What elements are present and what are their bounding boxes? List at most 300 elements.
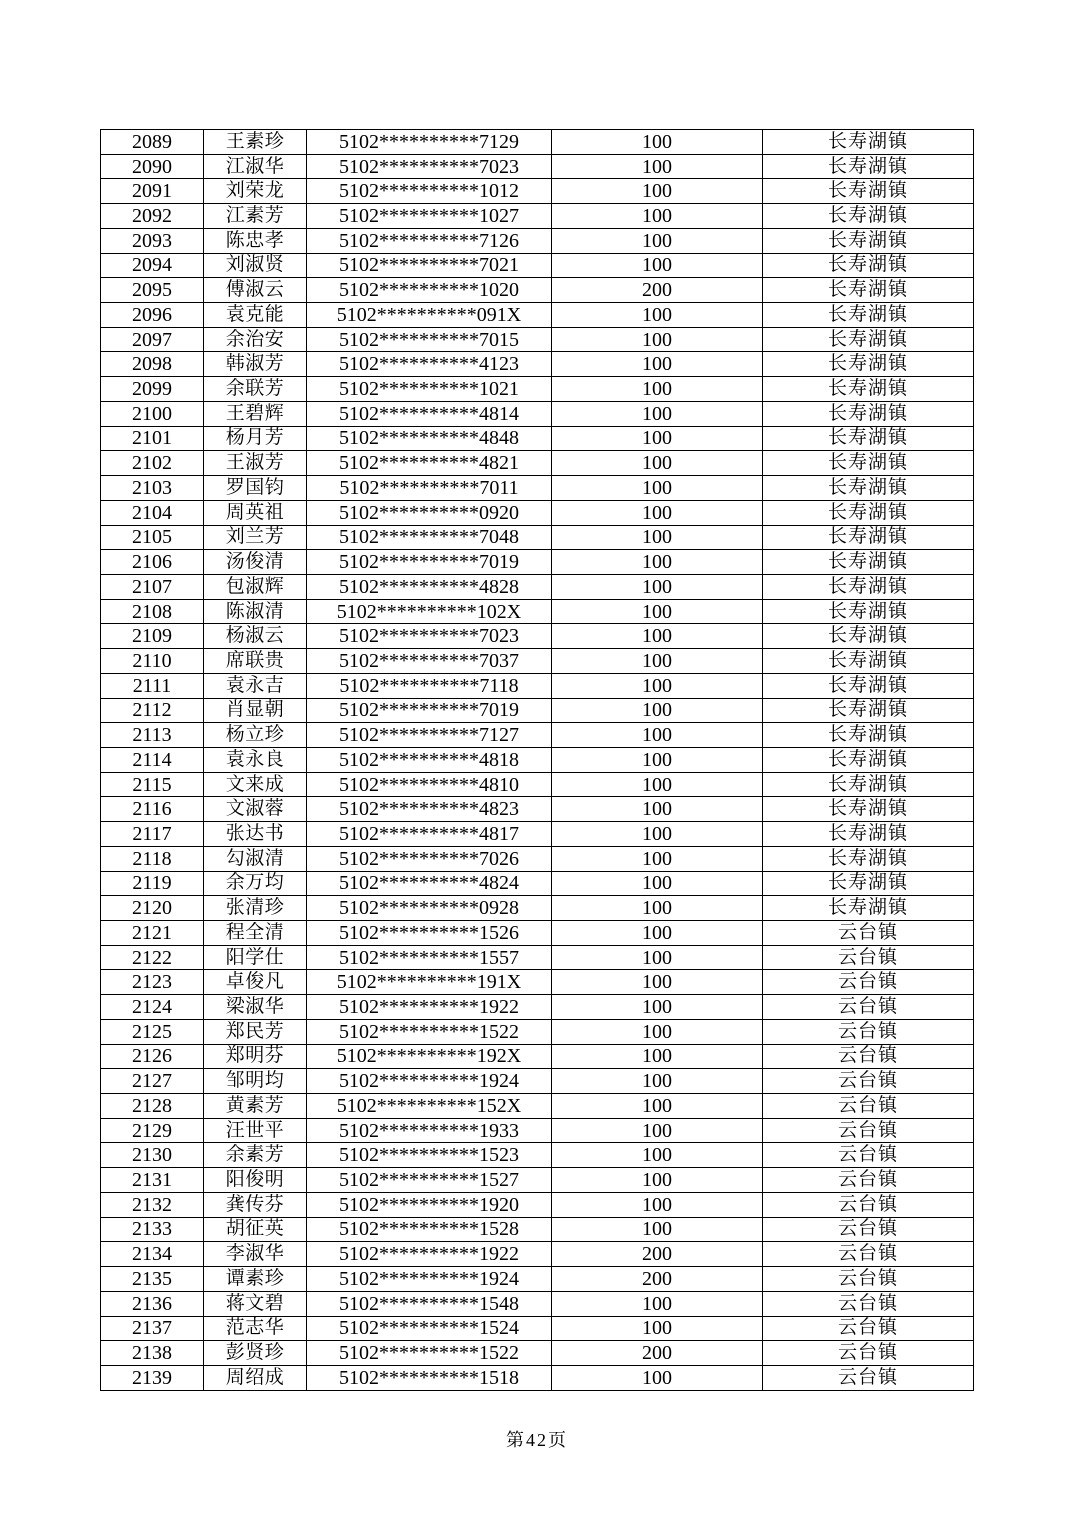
town-cell: 云台镇 xyxy=(763,1365,974,1390)
town-cell: 长寿湖镇 xyxy=(763,476,974,501)
name-cell: 卓俊凡 xyxy=(204,970,307,995)
table-row xyxy=(101,797,974,822)
id-number-cell: 5102**********4814 xyxy=(307,401,552,426)
name-cell: 谭素珍 xyxy=(204,1267,307,1292)
row-number-cell: 2123 xyxy=(101,970,204,995)
amount-cell: 100 xyxy=(552,204,763,229)
row-number-cell: 2102 xyxy=(101,451,204,476)
table-row xyxy=(101,179,974,204)
name-cell: 蒋文碧 xyxy=(204,1291,307,1316)
name-cell: 席联贵 xyxy=(204,649,307,674)
amount-cell: 100 xyxy=(552,327,763,352)
name-cell: 勾淑清 xyxy=(204,846,307,871)
row-number-cell: 2093 xyxy=(101,228,204,253)
row-number-cell: 2106 xyxy=(101,550,204,575)
table-row xyxy=(101,921,974,946)
name-cell: 周英祖 xyxy=(204,500,307,525)
town-cell: 云台镇 xyxy=(763,1291,974,1316)
name-cell: 余素芳 xyxy=(204,1143,307,1168)
town-cell: 长寿湖镇 xyxy=(763,673,974,698)
amount-cell: 100 xyxy=(552,550,763,575)
row-number-cell: 2092 xyxy=(101,204,204,229)
amount-cell: 100 xyxy=(552,1192,763,1217)
table-row xyxy=(101,1217,974,1242)
town-cell: 云台镇 xyxy=(763,921,974,946)
id-number-cell: 5102**********1557 xyxy=(307,945,552,970)
town-cell: 长寿湖镇 xyxy=(763,303,974,328)
amount-cell: 100 xyxy=(552,772,763,797)
town-cell: 云台镇 xyxy=(763,1094,974,1119)
amount-cell: 100 xyxy=(552,896,763,921)
row-number-cell: 2120 xyxy=(101,896,204,921)
row-number-cell: 2095 xyxy=(101,278,204,303)
id-number-cell: 5102**********7118 xyxy=(307,673,552,698)
table-row xyxy=(101,377,974,402)
amount-cell: 100 xyxy=(552,747,763,772)
amount-cell: 100 xyxy=(552,500,763,525)
amount-cell: 100 xyxy=(552,574,763,599)
id-number-cell: 5102**********7126 xyxy=(307,228,552,253)
town-cell: 云台镇 xyxy=(763,1267,974,1292)
row-number-cell: 2112 xyxy=(101,698,204,723)
row-number-cell: 2107 xyxy=(101,574,204,599)
town-cell: 长寿湖镇 xyxy=(763,204,974,229)
name-cell: 刘兰芳 xyxy=(204,525,307,550)
amount-cell: 100 xyxy=(552,970,763,995)
town-cell: 长寿湖镇 xyxy=(763,772,974,797)
id-number-cell: 5102**********4824 xyxy=(307,871,552,896)
table-row xyxy=(101,1291,974,1316)
amount-cell: 100 xyxy=(552,822,763,847)
town-cell: 云台镇 xyxy=(763,1168,974,1193)
name-cell: 胡征英 xyxy=(204,1217,307,1242)
name-cell: 包淑辉 xyxy=(204,574,307,599)
id-number-cell: 5102**********1522 xyxy=(307,1341,552,1366)
amount-cell: 100 xyxy=(552,797,763,822)
table-body xyxy=(101,130,974,1391)
row-number-cell: 2091 xyxy=(101,179,204,204)
row-number-cell: 2103 xyxy=(101,476,204,501)
amount-cell: 100 xyxy=(552,401,763,426)
id-number-cell: 5102**********1522 xyxy=(307,1019,552,1044)
row-number-cell: 2099 xyxy=(101,377,204,402)
town-cell: 长寿湖镇 xyxy=(763,525,974,550)
table-row xyxy=(101,278,974,303)
amount-cell: 100 xyxy=(552,377,763,402)
id-number-cell: 5102**********7019 xyxy=(307,550,552,575)
table-row xyxy=(101,574,974,599)
row-number-cell: 2104 xyxy=(101,500,204,525)
table-row xyxy=(101,1019,974,1044)
row-number-cell: 2108 xyxy=(101,599,204,624)
amount-cell: 100 xyxy=(552,1019,763,1044)
town-cell: 长寿湖镇 xyxy=(763,278,974,303)
row-number-cell: 2138 xyxy=(101,1341,204,1366)
row-number-cell: 2113 xyxy=(101,723,204,748)
table-row xyxy=(101,1168,974,1193)
id-number-cell: 5102**********1027 xyxy=(307,204,552,229)
table-row xyxy=(101,401,974,426)
row-number-cell: 2101 xyxy=(101,426,204,451)
town-cell: 长寿湖镇 xyxy=(763,871,974,896)
row-number-cell: 2135 xyxy=(101,1267,204,1292)
row-number-cell: 2129 xyxy=(101,1118,204,1143)
id-number-cell: 5102**********1523 xyxy=(307,1143,552,1168)
table-row xyxy=(101,1143,974,1168)
name-cell: 傅淑云 xyxy=(204,278,307,303)
name-cell: 江淑华 xyxy=(204,154,307,179)
name-cell: 周绍成 xyxy=(204,1365,307,1390)
name-cell: 程全清 xyxy=(204,921,307,946)
table-row xyxy=(101,303,974,328)
name-cell: 龚传芬 xyxy=(204,1192,307,1217)
row-number-cell: 2111 xyxy=(101,673,204,698)
amount-cell: 200 xyxy=(552,278,763,303)
table-row xyxy=(101,698,974,723)
name-cell: 郑民芳 xyxy=(204,1019,307,1044)
row-number-cell: 2117 xyxy=(101,822,204,847)
town-cell: 长寿湖镇 xyxy=(763,747,974,772)
name-cell: 杨淑云 xyxy=(204,624,307,649)
table-row xyxy=(101,1267,974,1292)
name-cell: 王碧辉 xyxy=(204,401,307,426)
town-cell: 长寿湖镇 xyxy=(763,846,974,871)
id-number-cell: 5102**********152X xyxy=(307,1094,552,1119)
amount-cell: 100 xyxy=(552,673,763,698)
table-row xyxy=(101,896,974,921)
name-cell: 王素珍 xyxy=(204,130,307,155)
amount-cell: 100 xyxy=(552,1365,763,1390)
row-number-cell: 2125 xyxy=(101,1019,204,1044)
table-row xyxy=(101,772,974,797)
row-number-cell: 2136 xyxy=(101,1291,204,1316)
name-cell: 刘荣龙 xyxy=(204,179,307,204)
table-row xyxy=(101,476,974,501)
id-number-cell: 5102**********7023 xyxy=(307,624,552,649)
row-number-cell: 2116 xyxy=(101,797,204,822)
town-cell: 云台镇 xyxy=(763,945,974,970)
id-number-cell: 5102**********7021 xyxy=(307,253,552,278)
amount-cell: 100 xyxy=(552,945,763,970)
id-number-cell: 5102**********4818 xyxy=(307,747,552,772)
name-cell: 彭贤珍 xyxy=(204,1341,307,1366)
name-cell: 余万均 xyxy=(204,871,307,896)
table-row xyxy=(101,1341,974,1366)
town-cell: 长寿湖镇 xyxy=(763,574,974,599)
table-row xyxy=(101,426,974,451)
row-number-cell: 2122 xyxy=(101,945,204,970)
name-cell: 陈淑清 xyxy=(204,599,307,624)
table-row xyxy=(101,253,974,278)
amount-cell: 100 xyxy=(552,253,763,278)
table-row xyxy=(101,1118,974,1143)
town-cell: 云台镇 xyxy=(763,1069,974,1094)
id-number-cell: 5102**********7026 xyxy=(307,846,552,871)
table-row xyxy=(101,871,974,896)
name-cell: 汪世平 xyxy=(204,1118,307,1143)
town-cell: 云台镇 xyxy=(763,1217,974,1242)
id-number-cell: 5102**********192X xyxy=(307,1044,552,1069)
table-row xyxy=(101,1242,974,1267)
id-number-cell: 5102**********1518 xyxy=(307,1365,552,1390)
amount-cell: 100 xyxy=(552,1143,763,1168)
id-number-cell: 5102**********7048 xyxy=(307,525,552,550)
table-row xyxy=(101,204,974,229)
row-number-cell: 2098 xyxy=(101,352,204,377)
row-number-cell: 2139 xyxy=(101,1365,204,1390)
table-row xyxy=(101,352,974,377)
table-row xyxy=(101,846,974,871)
town-cell: 云台镇 xyxy=(763,1143,974,1168)
row-number-cell: 2090 xyxy=(101,154,204,179)
table-row xyxy=(101,723,974,748)
row-number-cell: 2132 xyxy=(101,1192,204,1217)
table-row xyxy=(101,228,974,253)
amount-cell: 100 xyxy=(552,1094,763,1119)
id-number-cell: 5102**********4821 xyxy=(307,451,552,476)
table-row xyxy=(101,822,974,847)
amount-cell: 100 xyxy=(552,476,763,501)
amount-cell: 100 xyxy=(552,1118,763,1143)
town-cell: 长寿湖镇 xyxy=(763,723,974,748)
id-number-cell: 5102**********7011 xyxy=(307,476,552,501)
id-number-cell: 5102**********4817 xyxy=(307,822,552,847)
table-row xyxy=(101,451,974,476)
table-row xyxy=(101,649,974,674)
id-number-cell: 5102**********1922 xyxy=(307,1242,552,1267)
row-number-cell: 2105 xyxy=(101,525,204,550)
amount-cell: 100 xyxy=(552,1217,763,1242)
name-cell: 袁永吉 xyxy=(204,673,307,698)
id-number-cell: 5102**********1924 xyxy=(307,1267,552,1292)
amount-cell: 100 xyxy=(552,995,763,1020)
row-number-cell: 2110 xyxy=(101,649,204,674)
name-cell: 黄素芳 xyxy=(204,1094,307,1119)
name-cell: 范志华 xyxy=(204,1316,307,1341)
name-cell: 王淑芳 xyxy=(204,451,307,476)
name-cell: 罗国钧 xyxy=(204,476,307,501)
town-cell: 长寿湖镇 xyxy=(763,896,974,921)
row-number-cell: 2121 xyxy=(101,921,204,946)
id-number-cell: 5102**********4123 xyxy=(307,352,552,377)
row-number-cell: 2118 xyxy=(101,846,204,871)
table-row xyxy=(101,945,974,970)
amount-cell: 100 xyxy=(552,846,763,871)
row-number-cell: 2131 xyxy=(101,1168,204,1193)
id-number-cell: 5102**********4828 xyxy=(307,574,552,599)
name-cell: 汤俊清 xyxy=(204,550,307,575)
id-number-cell: 5102**********1527 xyxy=(307,1168,552,1193)
table-row xyxy=(101,130,974,155)
town-cell: 云台镇 xyxy=(763,1192,974,1217)
table-row xyxy=(101,1316,974,1341)
row-number-cell: 2097 xyxy=(101,327,204,352)
row-number-cell: 2089 xyxy=(101,130,204,155)
amount-cell: 100 xyxy=(552,1316,763,1341)
table-row xyxy=(101,599,974,624)
amount-cell: 100 xyxy=(552,871,763,896)
name-cell: 袁永良 xyxy=(204,747,307,772)
amount-cell: 100 xyxy=(552,179,763,204)
name-cell: 韩淑芳 xyxy=(204,352,307,377)
town-cell: 云台镇 xyxy=(763,1316,974,1341)
id-number-cell: 5102**********1021 xyxy=(307,377,552,402)
name-cell: 阳俊明 xyxy=(204,1168,307,1193)
name-cell: 余治安 xyxy=(204,327,307,352)
id-number-cell: 5102**********1933 xyxy=(307,1118,552,1143)
amount-cell: 200 xyxy=(552,1341,763,1366)
row-number-cell: 2127 xyxy=(101,1069,204,1094)
amount-cell: 100 xyxy=(552,426,763,451)
town-cell: 云台镇 xyxy=(763,1044,974,1069)
town-cell: 长寿湖镇 xyxy=(763,352,974,377)
page-number: 第42页 xyxy=(506,1430,568,1450)
town-cell: 长寿湖镇 xyxy=(763,451,974,476)
row-number-cell: 2100 xyxy=(101,401,204,426)
row-number-cell: 2096 xyxy=(101,303,204,328)
id-number-cell: 5102**********0928 xyxy=(307,896,552,921)
row-number-cell: 2126 xyxy=(101,1044,204,1069)
row-number-cell: 2128 xyxy=(101,1094,204,1119)
row-number-cell: 2137 xyxy=(101,1316,204,1341)
table-row xyxy=(101,995,974,1020)
name-cell: 文淑蓉 xyxy=(204,797,307,822)
amount-cell: 200 xyxy=(552,1242,763,1267)
town-cell: 云台镇 xyxy=(763,1341,974,1366)
id-number-cell: 5102**********091X xyxy=(307,303,552,328)
town-cell: 长寿湖镇 xyxy=(763,154,974,179)
amount-cell: 100 xyxy=(552,154,763,179)
amount-cell: 100 xyxy=(552,599,763,624)
name-cell: 余联芳 xyxy=(204,377,307,402)
table-row xyxy=(101,970,974,995)
amount-cell: 100 xyxy=(552,921,763,946)
name-cell: 袁克能 xyxy=(204,303,307,328)
table-row xyxy=(101,525,974,550)
id-number-cell: 5102**********0920 xyxy=(307,500,552,525)
town-cell: 长寿湖镇 xyxy=(763,599,974,624)
town-cell: 长寿湖镇 xyxy=(763,426,974,451)
table-row xyxy=(101,1365,974,1390)
id-number-cell: 5102**********7127 xyxy=(307,723,552,748)
town-cell: 长寿湖镇 xyxy=(763,797,974,822)
row-number-cell: 2094 xyxy=(101,253,204,278)
id-number-cell: 5102**********7015 xyxy=(307,327,552,352)
name-cell: 江素芳 xyxy=(204,204,307,229)
id-number-cell: 5102**********7019 xyxy=(307,698,552,723)
id-number-cell: 5102**********7023 xyxy=(307,154,552,179)
town-cell: 长寿湖镇 xyxy=(763,179,974,204)
id-number-cell: 5102**********1020 xyxy=(307,278,552,303)
town-cell: 长寿湖镇 xyxy=(763,377,974,402)
name-cell: 郑明芬 xyxy=(204,1044,307,1069)
table-row xyxy=(101,1094,974,1119)
amount-cell: 100 xyxy=(552,352,763,377)
amount-cell: 200 xyxy=(552,1267,763,1292)
table-row xyxy=(101,500,974,525)
subsidy-list-table xyxy=(100,129,974,1391)
amount-cell: 100 xyxy=(552,525,763,550)
name-cell: 陈忠孝 xyxy=(204,228,307,253)
name-cell: 刘淑贤 xyxy=(204,253,307,278)
town-cell: 长寿湖镇 xyxy=(763,550,974,575)
town-cell: 长寿湖镇 xyxy=(763,822,974,847)
amount-cell: 100 xyxy=(552,451,763,476)
table-row xyxy=(101,327,974,352)
table-row xyxy=(101,624,974,649)
table-row xyxy=(101,1069,974,1094)
town-cell: 云台镇 xyxy=(763,1019,974,1044)
town-cell: 长寿湖镇 xyxy=(763,228,974,253)
id-number-cell: 5102**********191X xyxy=(307,970,552,995)
id-number-cell: 5102**********102X xyxy=(307,599,552,624)
amount-cell: 100 xyxy=(552,228,763,253)
row-number-cell: 2130 xyxy=(101,1143,204,1168)
name-cell: 肖显朝 xyxy=(204,698,307,723)
name-cell: 张达书 xyxy=(204,822,307,847)
row-number-cell: 2134 xyxy=(101,1242,204,1267)
town-cell: 云台镇 xyxy=(763,970,974,995)
row-number-cell: 2124 xyxy=(101,995,204,1020)
town-cell: 长寿湖镇 xyxy=(763,649,974,674)
id-number-cell: 5102**********1922 xyxy=(307,995,552,1020)
amount-cell: 100 xyxy=(552,723,763,748)
name-cell: 梁淑华 xyxy=(204,995,307,1020)
id-number-cell: 5102**********4848 xyxy=(307,426,552,451)
row-number-cell: 2119 xyxy=(101,871,204,896)
table-row xyxy=(101,1192,974,1217)
id-number-cell: 5102**********7129 xyxy=(307,130,552,155)
town-cell: 云台镇 xyxy=(763,1242,974,1267)
id-number-cell: 5102**********1528 xyxy=(307,1217,552,1242)
id-number-cell: 5102**********7037 xyxy=(307,649,552,674)
table-row xyxy=(101,550,974,575)
id-number-cell: 5102**********4823 xyxy=(307,797,552,822)
id-number-cell: 5102**********1524 xyxy=(307,1316,552,1341)
amount-cell: 100 xyxy=(552,698,763,723)
name-cell: 阳学仕 xyxy=(204,945,307,970)
town-cell: 长寿湖镇 xyxy=(763,500,974,525)
id-number-cell: 5102**********1526 xyxy=(307,921,552,946)
table-row xyxy=(101,747,974,772)
name-cell: 邹明均 xyxy=(204,1069,307,1094)
id-number-cell: 5102**********1012 xyxy=(307,179,552,204)
town-cell: 长寿湖镇 xyxy=(763,624,974,649)
row-number-cell: 2133 xyxy=(101,1217,204,1242)
amount-cell: 100 xyxy=(552,649,763,674)
amount-cell: 100 xyxy=(552,624,763,649)
town-cell: 云台镇 xyxy=(763,995,974,1020)
amount-cell: 100 xyxy=(552,1168,763,1193)
name-cell: 杨月芳 xyxy=(204,426,307,451)
town-cell: 长寿湖镇 xyxy=(763,130,974,155)
name-cell: 李淑华 xyxy=(204,1242,307,1267)
name-cell: 文来成 xyxy=(204,772,307,797)
id-number-cell: 5102**********1924 xyxy=(307,1069,552,1094)
amount-cell: 100 xyxy=(552,1044,763,1069)
row-number-cell: 2114 xyxy=(101,747,204,772)
amount-cell: 100 xyxy=(552,1069,763,1094)
table-row xyxy=(101,154,974,179)
row-number-cell: 2109 xyxy=(101,624,204,649)
id-number-cell: 5102**********4810 xyxy=(307,772,552,797)
town-cell: 长寿湖镇 xyxy=(763,327,974,352)
amount-cell: 100 xyxy=(552,130,763,155)
town-cell: 长寿湖镇 xyxy=(763,401,974,426)
table-row xyxy=(101,673,974,698)
name-cell: 杨立珍 xyxy=(204,723,307,748)
table-row xyxy=(101,1044,974,1069)
